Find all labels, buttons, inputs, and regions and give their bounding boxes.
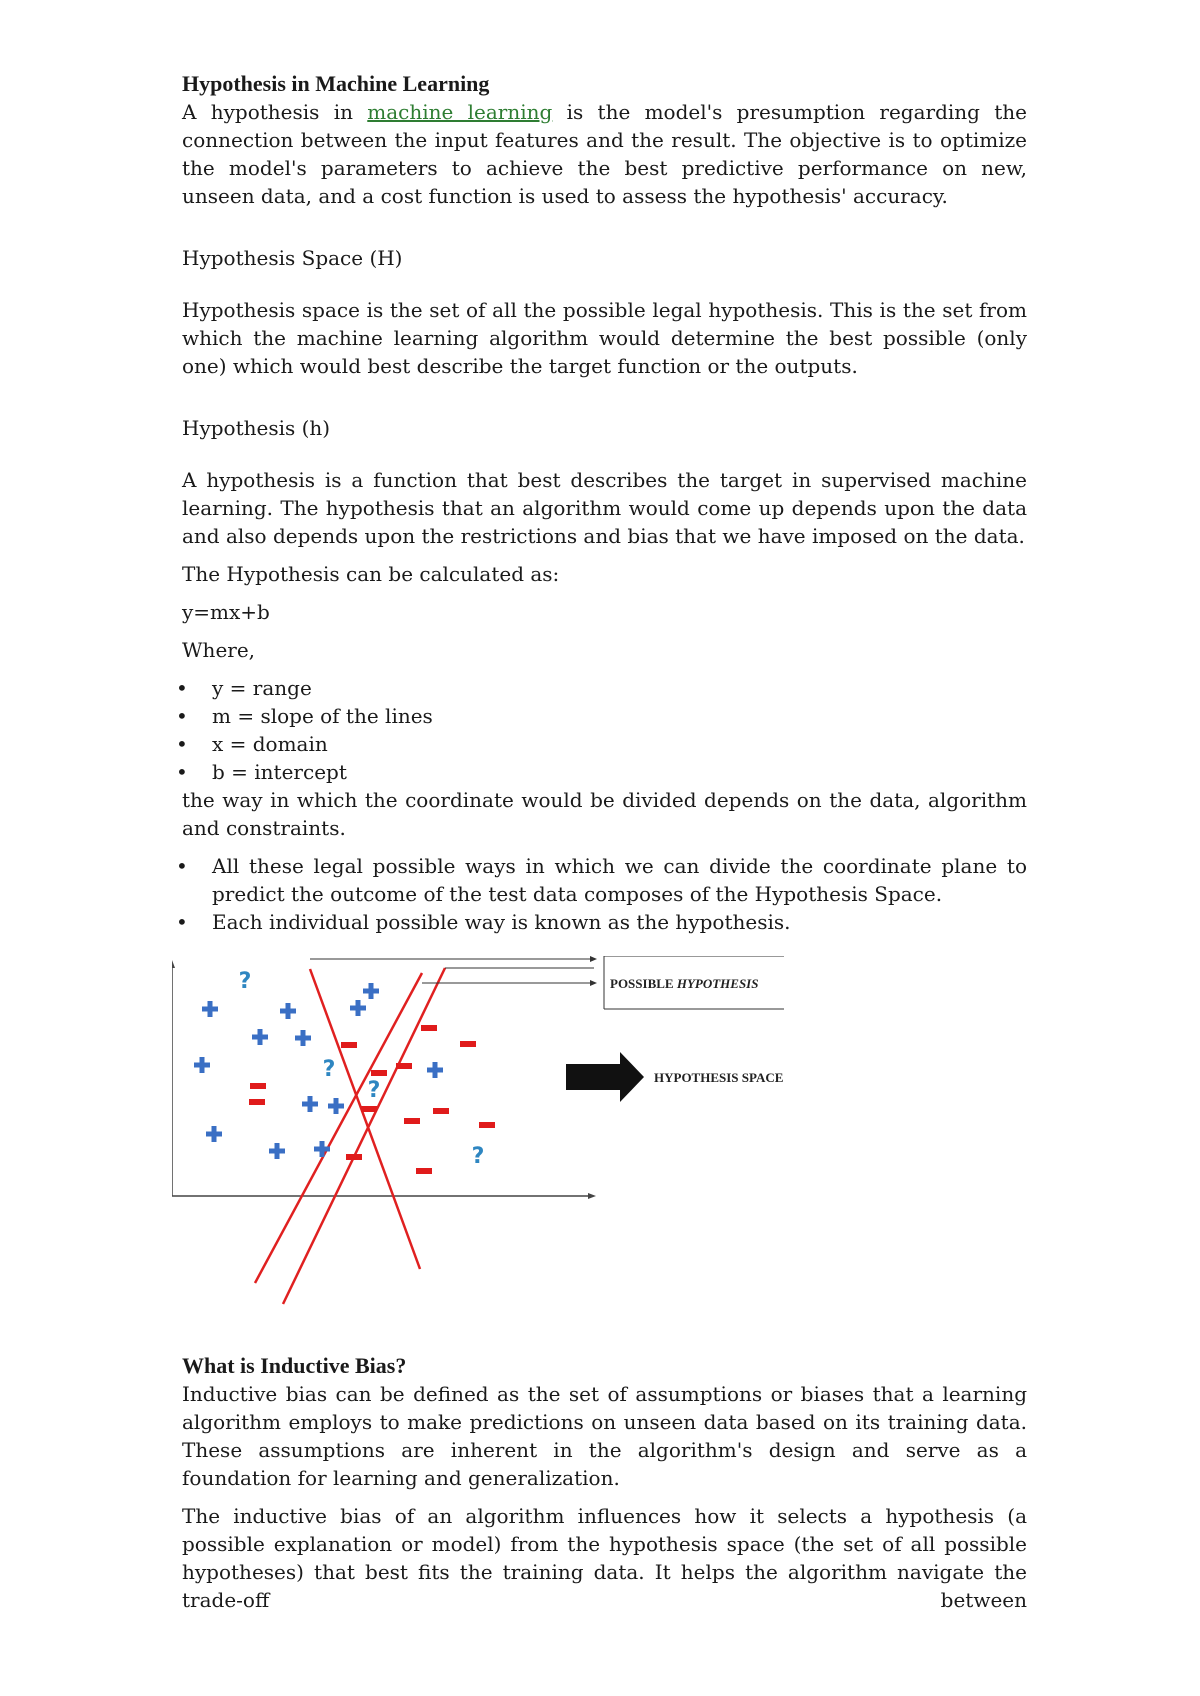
plus-marker [280, 1003, 296, 1019]
plus-marker [314, 1141, 330, 1157]
possible-hypothesis-label: POSSIBLE HYPOTHESIS [610, 976, 759, 991]
minus-marker [341, 1042, 357, 1048]
y-axis-arrow [172, 960, 175, 968]
list-item: • Each individual possible way is known as the hypothesis. [182, 908, 1027, 936]
minus-marker [404, 1118, 420, 1124]
question-marker: ? [238, 969, 252, 994]
plus-marker [427, 1062, 443, 1078]
hypothesis-heading: Hypothesis (h) [182, 416, 331, 440]
data-markers [194, 969, 495, 1174]
inductive-bias-para-1: Inductive bias can be defined as the set of assumptions or biases that a learning algorithm employs to make predictions on unseen data based on its training data. These assumptions are inherent in the algorithm's design and serve as a foundation for learning and generalization. [182, 1382, 1027, 1490]
definition-list [182, 674, 1027, 786]
plus-marker [194, 1057, 210, 1073]
plus-marker [202, 1001, 218, 1017]
hypothesis-space-figure [182, 956, 1027, 1346]
document-page [182, 70, 1027, 1614]
hypothesis-space-heading: Hypothesis Space (H) [182, 246, 403, 270]
list-item: • b = intercept [182, 758, 1027, 786]
intro-text-end: is the model's presumption regarding the connection between the input features and the result. The objective is to optimize the model's parameters to achieve the best predictive performance on new, unseen data, and a cost function is used to assess the hypothesis' accuracy. [182, 100, 1027, 208]
hypothesis-space-text: Hypothesis space is the set of all the possible legal hypothesis. This is the set from which the machine learning algorithm would determine the best possible (only one) which would best describe the target function or the outputs. [182, 298, 1027, 378]
minus-marker [249, 1099, 265, 1105]
calc-intro: The Hypothesis can be calculated as: [182, 562, 560, 586]
minus-marker [416, 1168, 432, 1174]
minus-marker [361, 1106, 377, 1112]
minus-marker [396, 1063, 412, 1069]
plus-marker [252, 1029, 268, 1045]
where-label: Where, [182, 638, 256, 662]
list-item: • x = domain [182, 730, 1027, 758]
list-item: • y = range [182, 674, 1027, 702]
x-axis-arrow [588, 1193, 596, 1199]
minus-marker [346, 1154, 362, 1160]
plus-marker [269, 1143, 285, 1159]
formula: y=mx+b [182, 600, 270, 624]
list-item: • All these legal possible ways in which we can divide the coordinate plane to predict the outcome of the test data composes of the Hypothesis Space. [182, 852, 1027, 908]
hypothesis-space-arrow [566, 1052, 644, 1102]
hypothesis-text: A hypothesis is a function that best describes the target in supervised machine learning. The hypothesis that an algorithm would come up depends upon the data and also depends upon the restrictions and bias that we have imposed on the data. [182, 468, 1027, 548]
minus-marker [479, 1122, 495, 1128]
intro-paragraph [182, 98, 1027, 210]
intro-text-start: A hypothesis in [182, 100, 368, 124]
minus-marker [460, 1041, 476, 1047]
minus-marker [371, 1070, 387, 1076]
hypothesis-line-1 [255, 973, 422, 1283]
minus-marker [421, 1025, 437, 1031]
hypothesis-space-label: HYPOTHESIS SPACE [654, 1070, 784, 1085]
hypothesis-line-3 [310, 969, 420, 1269]
after-definitions-text: the way in which the coordinate would be divided depends on the data, algorithm and constraints. [182, 788, 1027, 840]
question-marker: ? [322, 1057, 336, 1082]
minus-marker [433, 1108, 449, 1114]
pointer-arrow-2 [590, 980, 597, 986]
question-marker: ? [471, 1144, 485, 1169]
plus-marker [206, 1126, 222, 1142]
pointer-arrow-1 [590, 956, 597, 962]
section-title: Hypothesis in Machine Learning [182, 71, 490, 96]
plus-marker [302, 1096, 318, 1112]
inductive-bias-para-2: The inductive bias of an algorithm influences how it selects a hypothesis (a possible explanation or model) from the hypothesis space (the set of all possible hypotheses) that best fits the training data. It helps the algorithm navigate the trade-off between [182, 1504, 1027, 1612]
plus-marker [328, 1098, 344, 1114]
list-item: • m = slope of the lines [182, 702, 1027, 730]
inductive-bias-title: What is Inductive Bias? [182, 1353, 407, 1378]
plus-marker [350, 1000, 366, 1016]
question-marker: ? [367, 1078, 381, 1103]
machine-learning-link[interactable]: machine learning [367, 100, 553, 124]
plus-marker [295, 1030, 311, 1046]
minus-marker [250, 1083, 266, 1089]
figure-svg [172, 956, 1032, 1346]
point-list [182, 852, 1027, 936]
plus-marker [363, 983, 379, 999]
hypothesis-line-2 [283, 968, 445, 1304]
